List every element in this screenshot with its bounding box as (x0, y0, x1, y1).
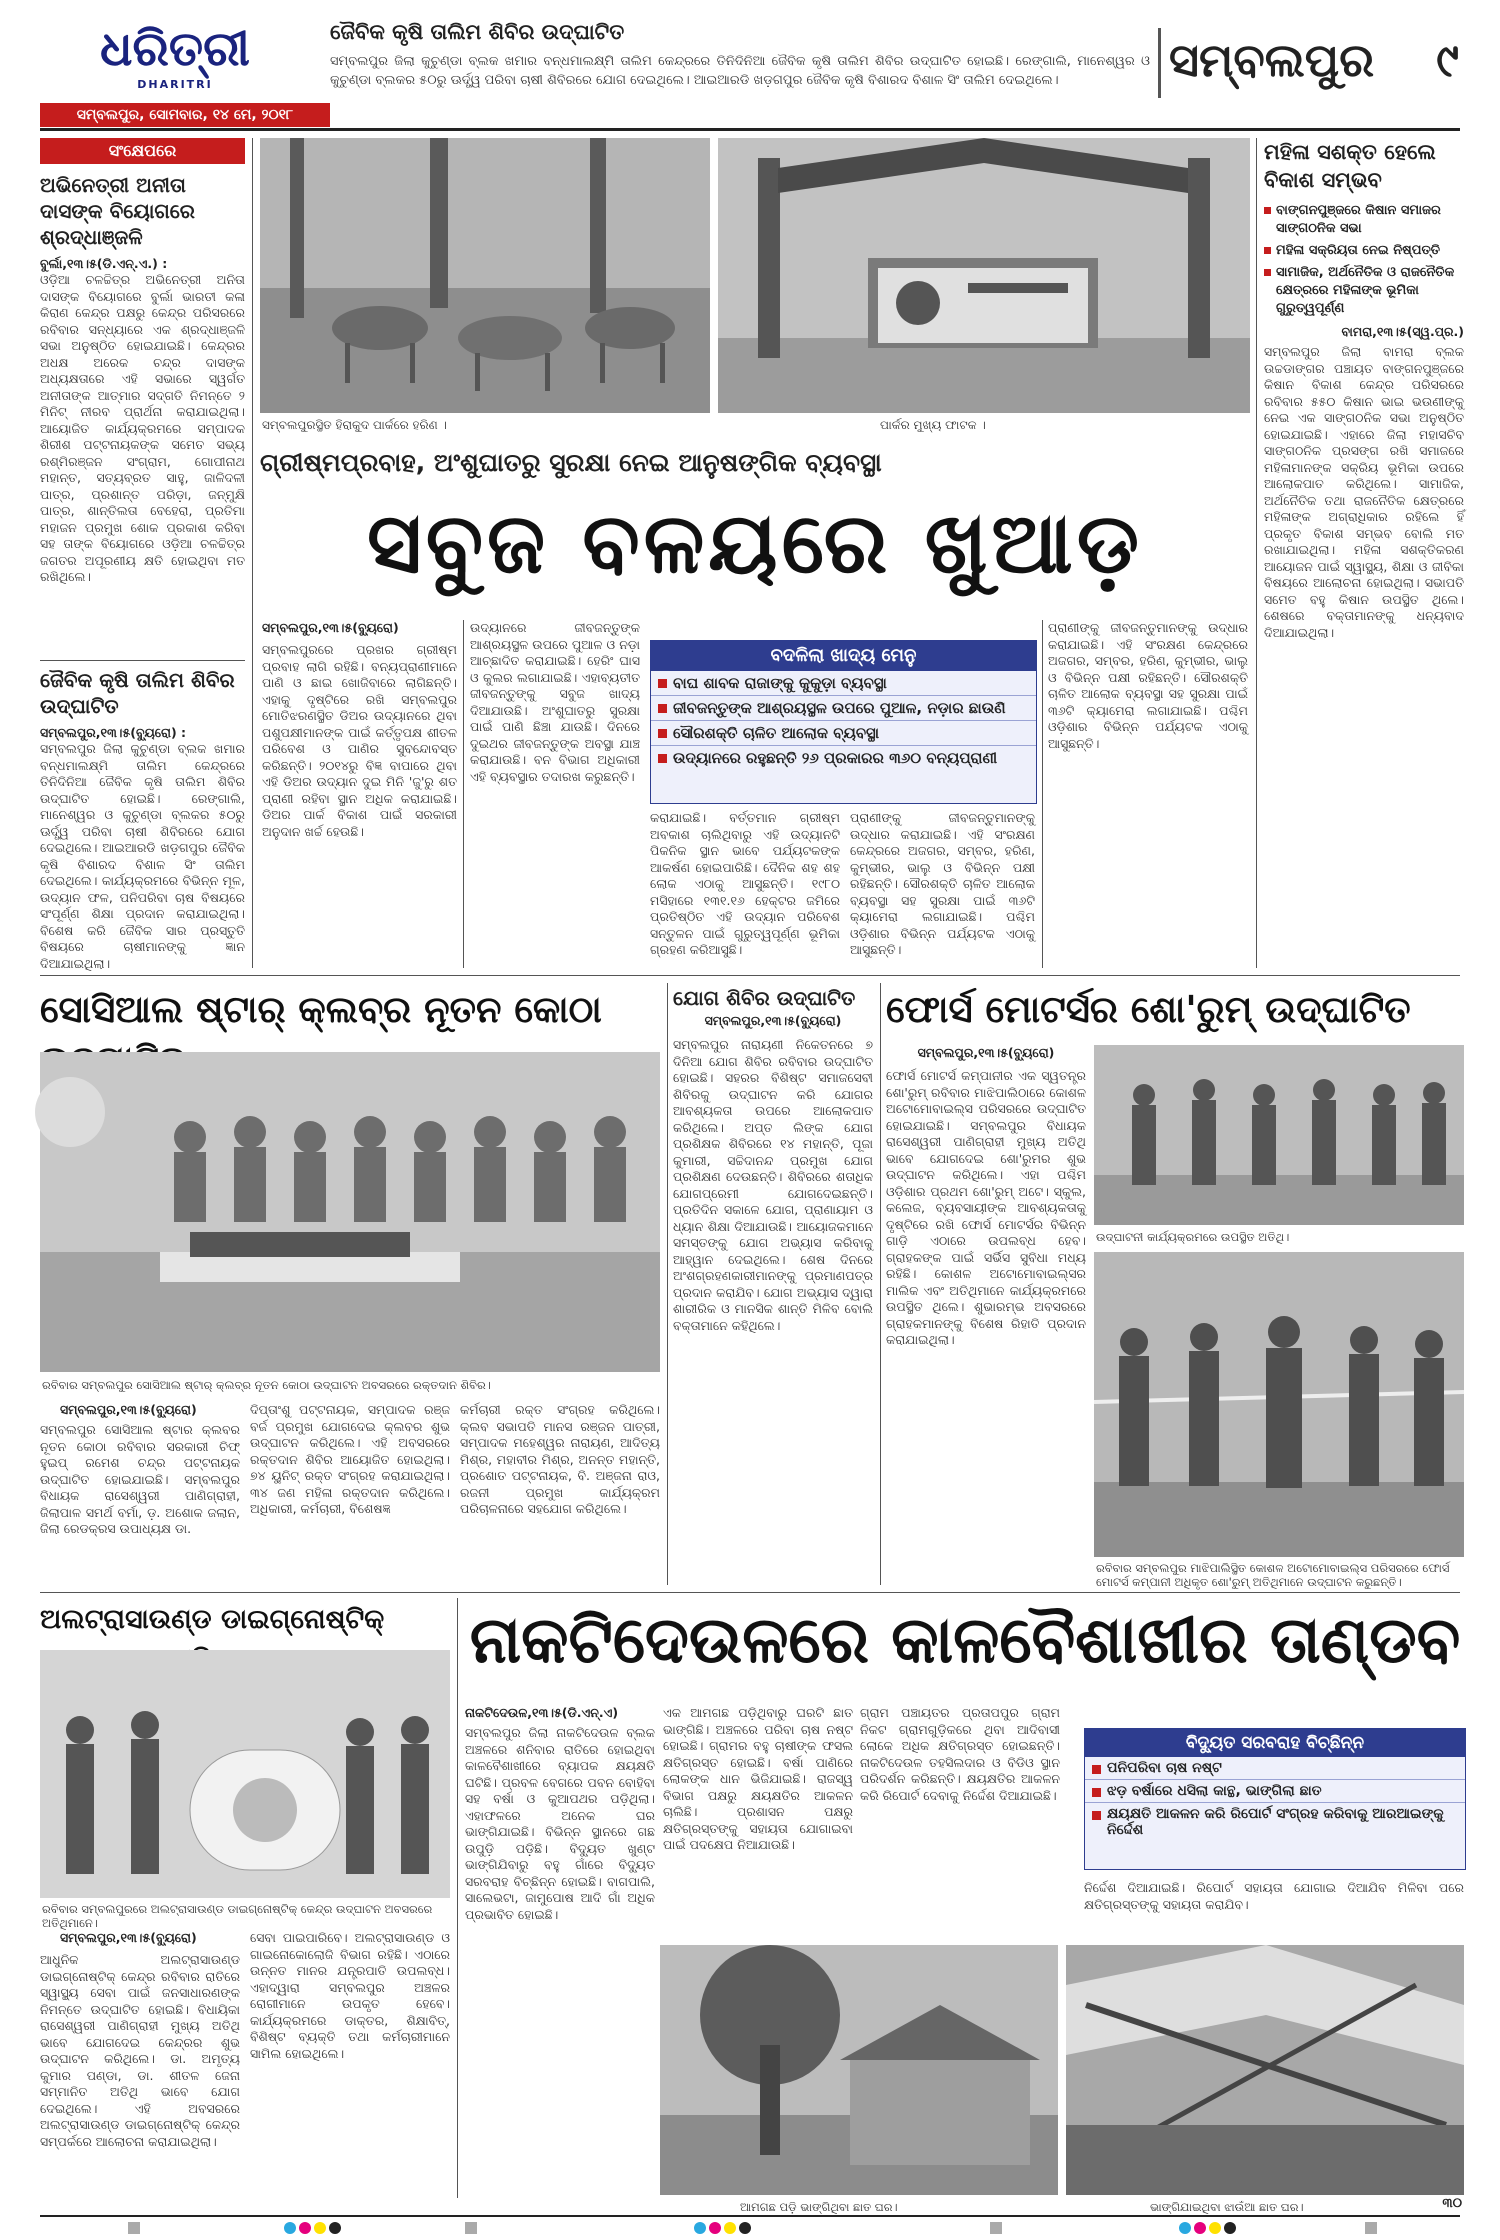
women-dateline: ବାମରା,୧୩।୫(ସ୍ୱ.ପ୍ର.) (1341, 324, 1464, 339)
storm-photo-1 (660, 1945, 1058, 2195)
brief-divider (40, 660, 245, 661)
force-caption-1: ଉଦ୍‌ଘାଟନୀ କାର୍ଯ୍ୟକ୍ରମରେ ଉପସ୍ଥିତ ଅତିଥି। (1096, 1230, 1290, 1244)
page-number: ୯ (1436, 33, 1459, 87)
brief-rule (252, 138, 253, 968)
zoo-headline: ସବୁଜ ବଳୟରେ ଖୁଆଡ଼ (367, 494, 1143, 592)
masthead-dateline (40, 103, 330, 127)
blood-camp-photo (40, 1052, 660, 1372)
storm-dateline: ନାକଟିଦେଉଳ,୧୩।୫(ଡି.ଏନ୍‌.ଏ) (465, 1705, 619, 1720)
top-story-title: ଜୈବିକ କୃଷି ତାଲିମ ଶିବିର ଉଦ୍‌ଘାଟିତ (330, 20, 625, 44)
storm-photo-2 (1066, 1945, 1464, 2195)
brief-column (40, 138, 245, 971)
force-photo-1-art (1094, 1045, 1464, 1225)
women-rule (1256, 138, 1257, 968)
zoo-rule-2 (1042, 620, 1043, 968)
ultrasound-rule (457, 1598, 458, 2198)
ultrasound-headline: ଅଲଟ୍ରାସାଉଣ୍ଡ ଡାଇଗ୍ନୋଷ୍ଟିକ୍ (40, 1604, 385, 1635)
force-caption-2: ରବିବାର ସମ୍ବଲପୁର ମାଝିପାଲିସ୍ଥିତ କୋଶଳ ଅଟୋମୋବାଇଲ୍ସ ପରିସରରେ ଫୋର୍ସ ମୋଟର୍ସ କମ୍ପାନୀ ଅଧିକୃତ ଶୋ'ରୁମ୍ ଅତିଥିମାନେ ଉଦ୍‌ଘାଟନ କରୁଛନ୍ତି। (1096, 1561, 1450, 1589)
gate-caption: ପାର୍କର ମୁଖ୍ୟ ଫାଟକ । (880, 418, 986, 432)
force-text: ଫୋର୍ସ ମୋଟର୍ସ କମ୍ପାନୀର ଏକ ସ୍ୱତନ୍ତ୍ର ଶୋ'ରୁମ୍ ରବିବାର ମାଝିପାଲିଠାରେ କୋଶଳ ଅଟୋମୋବାଇଲ୍ସ ପରିସରରେ ଉଦ୍‌ଘାଟିତ ହୋଇଯାଇଛି। ସମ୍ବଲପୁର ବିଧାୟକ ରାସେଶ୍ୱରୀ ପାଣିଗ୍ରାହୀ ମୁଖ୍ୟ ଅତିଥି ଭାବେ ଯୋଗଦେଇ ଶୋ'ରୁମର ଶୁଭ ଉଦ୍‌ଘାଟନ କରିଥିଲେ। ଏହା ପଶ୍ଚିମ ଓଡ଼ିଶାର ପ୍ରଥମ ଶୋ'ରୁମ୍ ଅଟେ। ସ୍କୁଲ, କଲେଜ, ବ୍ୟବସାୟୀଙ୍କ ଆବଶ୍ୟକତାକୁ ଦୃଷ୍ଟିରେ ରଖି ଫୋର୍ସ ମୋଟର୍ସର ବିଭିନ୍ନ ଗାଡ଼ି ଏଠାରେ ଉପଲବ୍ଧ ହେବ। ଗ୍ରାହକଙ୍କ ପାଇଁ ସର୍ଭିସ ସୁବିଧା ମଧ୍ୟ ରହିଛି। କୋଶଳ ଅଟୋମୋବାଇଲ୍ସର ମାଲିକ ଏବଂ ଅତିଥିମାନେ କାର୍ଯ୍ୟକ୍ରମରେ ଉପସ୍ଥିତ ଥିଲେ। ଶୁଭାରମ୍ଭ ଅବସରରେ ଗ୍ରାହକମାନଙ୍କୁ ବିଶେଷ ରିହାତି ପ୍ରଦାନ କରାଯାଇଥିଲା। (886, 1068, 1086, 1347)
dateline-text: ସମ୍ବଲପୁର, ସୋମବାର, ୧୪ ମେ, ୨୦୧୮ (76, 107, 294, 123)
women-bullet-text: ସାମାଜିକ, ଅର୍ଥନୈତିକ ଓ ରାଜନୈତିକ କ୍ଷେତ୍ରରେ ମହିଳାଙ୍କ ଭୂମିକା ଗୁରୁତ୍ୱପୂର୍ଣ୍ଣ (1276, 265, 1455, 316)
blood-camp-caption: ରବିବାର ସମ୍ବଲପୁର ସୋସିଆଲ ଷ୍ଟାର୍ କ୍ଲବ୍‌ର ନୂତନ କୋଠା ଉଦ୍‌ଘାଟନ ଅବସରରେ ରକ୍ତଦାନ ଶିବିର। (42, 1378, 491, 1392)
deer-caption: ସମ୍ବଲପୁରସ୍ଥିତ ହିରାକୁଦ ପାର୍କରେ ହରିଣ । (262, 418, 447, 432)
food-menu-title: ବଦଳିଲା ଖାଦ୍ୟ ମେନୁ (651, 641, 1036, 671)
storm-col2: ଏକ ଆମଗଛ ପଡ଼ିଥିବାରୁ ଘରଟି ଛାତ ଭାଙ୍ଗିଛି। ଅଞ୍ଚଳରେ ପରିବା ଚାଷ ନଷ୍ଟ ହୋଇଛି। ଗ୍ରାମର ବହୁ ଚାଷୀଙ୍କ ଫସଲ କ୍ଷତିଗ୍ରସ୍ତ ହୋଇଛି। ବର୍ଷା ପାଣିରେ ଲୋକଙ୍କ ଧାନ ଭିଜିଯାଇଛି। ରାଜସ୍ୱ ବିଭାଗ ପକ୍ଷରୁ କ୍ଷୟକ୍ଷତିର ଆକଳନ ଚାଲିଛି। ପ୍ରଶାସନ ପକ୍ଷରୁ କ୍ଷତିଗ୍ରସ୍ତଙ୍କୁ ସହାୟତା ଯୋଗାଇବା ପାଇଁ ପଦକ୍ଷେପ ନିଆଯାଉଛି। (663, 1705, 853, 1852)
women-story (1264, 138, 1464, 968)
masthead (0, 0, 1500, 130)
footer-page-number: ୩୦ (1442, 2196, 1462, 2211)
food-menu-item: ଉଦ୍ୟାନରେ ରହୁଛନ୍ତି ୨୬ ପ୍ରକାରର ୩୬୦ ବନ୍ୟପ୍ରାଣୀ (651, 746, 1036, 770)
force-photo-1 (1094, 1045, 1464, 1225)
women-title: ମହିଳା ସଶକ୍ତ ହେଲେ ବିକାଶ ସମ୍ଭବ (1264, 140, 1436, 192)
power-box (1084, 1728, 1466, 1870)
social-col3: କର୍ମଚାରୀ ରକ୍ତ ସଂଗ୍ରହ କରିଥିଲେ। କ୍ଲବ ସଭାପତି ମାନସ ରଞ୍ଜନ ପାତ୍ରୀ, ସମ୍ପାଦକ ମହେଶ୍ୱର ନାରାୟଣ, ଆଦିତ୍ୟ ମିଶ୍ର, ମହାବୀର ମିଶ୍ର, ଅନନ୍ତ ମହାନ୍ତି, ପ୍ରଶୋତ ପଟ୍ଟନାୟକ, ବି. ଅଞ୍ଜନା ରାଓ, ରଜନୀ ପ୍ରମୁଖ କାର୍ଯ୍ୟକ୍ରମ ପରିଚାଳନାରେ ସହଯୋଗ କରିଥିଲେ। (460, 1402, 660, 1516)
ultrasound-dateline: ସମ୍ବଲପୁର,୧୩।୫(ବ୍ୟୁରୋ) (60, 1930, 197, 1945)
brief-story2-dateline: ସମ୍ବଲପୁର,୧୩।୫(ବ୍ୟୁରୋ) : (40, 725, 187, 740)
footer-rule (40, 2215, 1460, 2217)
section-rule-2 (40, 1592, 1460, 1593)
zoo-rule-1 (463, 620, 464, 968)
deer-photo (260, 138, 710, 413)
storm-photo-2-art (1066, 1945, 1464, 2195)
force-headline: ଫୋର୍ସ ମୋଟର୍ସର ଶୋ'ରୁମ୍ ଉଦ୍‌ଘାଟିତ (886, 988, 1411, 1031)
force-photo-2 (1094, 1252, 1464, 1557)
ultrasound-caption: ରବିବାର ସମ୍ବଲପୁରରେ ଅଲଟ୍ରାସାଉଣ୍ଡ ଡାଇଗ୍ନୋଷ୍ଟିକ୍ କେନ୍ଦ୍ର ଉଦ୍‌ଘାଟନ ଅବସରରେ ଅତିଥିମାନେ। (42, 1902, 433, 1930)
deer-photo-art (260, 138, 710, 413)
social-col1: ସମ୍ବଲପୁର ସୋସିଆଲ ଷ୍ଟାର କ୍ଲବର ନୂତନ କୋଠା ରବିବାର ସରକାରୀ ଚିଫ୍ ହୁଇପ୍ ରମେଶ ଚନ୍ଦ୍ର ପଟ୍ଟନାୟକ ଉଦ୍‌ଘାଟିତ ହୋଇଯାଇଛି। ସମ୍ବଲପୁର ବିଧାୟକ ରାସେଶ୍ୱରୀ ପାଣିଗ୍ରାହୀ, ଜିଲାପାଳ ସମର୍ଥ ବର୍ମା, ଡ଼. ଅଶୋକ ଜଲାନ, ଜିଲା ରେଡକ୍ରସ ଉପାଧ୍ୟକ୍ଷ ଡା. (40, 1422, 240, 1536)
bullet-square-icon (1264, 269, 1271, 276)
yoga-title: ଯୋଗ ଶିବିର ଉଦ୍‌ଘାଟିତ (673, 986, 856, 1010)
registration-marks (0, 2220, 1500, 2236)
bullet-square-icon (1264, 247, 1271, 254)
ultrasound-photo (40, 1650, 450, 1898)
blood-camp-photo-art (40, 1052, 660, 1372)
women-text: ସମ୍ବଲପୁର ଜିଲା ବାମରା ବ୍ଲକ ଉଚ୍ଚଡାଙ୍ଗର ପଞ୍ଚାୟତ ବାଙ୍ଗନପୁଞ୍ଜରେ କିଷାନ ବିକାଶ କେନ୍ଦ୍ର ପରିସରରେ ରବିବାର ୫୫୦ କିଷାନ ଭାଇ ଭଉଣୀଙ୍କୁ ନେଇ ଏକ ସାଙ୍ଗଠନିକ ସଭା ଅନୁଷ୍ଠିତ ହୋଇଯାଇଛି। ଏହାରେ ଜିଲା ମହାସଚିବ ସାଙ୍ଗଠନିକ ପ୍ରସଙ୍ଗ ରଖି ସମାଜରେ ମହିଳାମାନଙ୍କ ସକ୍ରିୟ ଭୂମିକା ଉପରେ ଆଲୋକପାତ କରିଥିଲେ। ସାମାଜିକ, ଅର୍ଥନୈତିକ ତଥା ରାଜନୈତିକ କ୍ଷେତ୍ରରେ ମହିଳାଙ୍କ ଅଗ୍ରାଧିକାର ରହିଲେ ହିଁ ପ୍ରକୃତ ବିକାଶ ସମ୍ଭବ ବୋଲି ମତ ରଖାଯାଇଥିଲା। ମହିଳା ସଶକ୍ତିକରଣ ଆୟୋଜନ ପାଇଁ ସ୍ୱାସ୍ଥ୍ୟ, ଶିକ୍ଷା ଓ ଜୀବିକା ବିଷୟରେ ଆଲୋଚନା ହୋଇଥିଲା। ସଭାପତି ସମେତ ବହୁ କିଷାନ ଉପସ୍ଥିତ ଥିଲେ। ଶେଷରେ ବକ୍ତାମାନଙ୍କୁ ଧନ୍ୟବାଦ ଦିଆଯାଇଥିଲା। (1264, 344, 1464, 640)
food-menu-item: ସୌରଶକ୍ତି ଚାଳିତ ଆଲୋକ ବ୍ୟବସ୍ଥା (651, 721, 1036, 746)
zoo-col1: ସମ୍ବଲପୁରରେ ପ୍ରଖର ଗ୍ରୀଷ୍ମ ପ୍ରବାହ ଲାଗି ରହିଛି। ବନ୍ୟପ୍ରାଣୀମାନେ ପାଣି ଓ ଛାଇ ଖୋଜିବାରେ ଲାଗିଛନ୍ତି। ଏହାକୁ ଦୃଷ୍ଟିରେ ରଖି ସମ୍ବଲପୁର ମୋତିଝରଣସ୍ଥିତ ଡିଅର ଉଦ୍ୟାନରେ ଥିବା ପଶୁପକ୍ଷୀମାନଙ୍କ ପାଇଁ କର୍ତ୍ତୃପକ୍ଷ ଶୀତଳ ପରିବେଶ ଓ ପାଣିର ସୁବନ୍ଦୋବସ୍ତ କରିଛନ୍ତି। ୨୦୧୪ରୁ ବିଜ୍ଞ ବାପାରେ ଥିବା ଏହି ଡିଅର ଉଦ୍ୟାନ ଦୁଇ ମିନି 'ଜୁ'ରୁ ଶତ ପ୍ରାଣୀ ରହିବା ସ୍ଥାନ ଅଧିକ କରାଯାଇଛି। ଡିଅର ପାର୍କ ବିକାଶ ପାଇଁ ସରକାରୀ ଅନୁଦାନ ଖର୍ଚ୍ଚ ହେଉଛି। (262, 642, 457, 839)
masthead-rule (40, 128, 1460, 131)
women-bullets (1264, 202, 1464, 318)
bullet-square-icon (1264, 207, 1271, 214)
yoga-dateline: ସମ୍ବଲପୁର,୧୩।୫(ବ୍ୟୁରୋ) (704, 1013, 842, 1028)
power-box-item: କ୍ଷୟକ୍ଷତି ଆକଳନ କରି ରିପୋର୍ଟ ସଂଗ୍ରହ କରିବାକୁ ଆରଆଇଙ୍କୁ ନିର୍ଦ୍ଦେଶ (1085, 1803, 1465, 1841)
women-bullet-text: ବାଙ୍ଗନପୁଞ୍ଜରେ କିଷାନ ସମାଜର ସାଙ୍ଗଠନିକ ସଭା (1276, 203, 1441, 236)
section-header (1158, 28, 1469, 98)
brief-story1-dateline: ବୁର୍ଲା,୧୩।୫(ଡି.ଏନ୍‌.ଏ.) : (40, 256, 168, 271)
zoo-dateline: ସମ୍ବଲପୁର,୧୩।୫(ବ୍ୟୁରୋ) (262, 620, 399, 635)
storm-col3: ଗ୍ରାମ ପଞ୍ଚାୟତର ପ୍ରତାପପୁର ଗ୍ରାମ ନିକଟ ଗ୍ରାମଗୁଡ଼ିକରେ ଥିବା ଆଦିବାସୀ ଲୋକେ ଅଧିକ କ୍ଷତିଗ୍ରସ୍ତ ହୋଇଛନ୍ତି। ନାକଟିଦେଉଳ ତହସିଲଦାର ଓ ବିଡିଓ ସ୍ଥାନ ପରିଦର୍ଶନ କରିଛନ୍ତି। କ୍ଷୟକ୍ଷତିର ଆକଳନ କରି ରିପୋର୍ଟ ଦେବାକୁ ନିର୍ଦ୍ଦେଶ ଦିଆଯାଇଛି। (860, 1705, 1060, 1803)
section-rule-1 (40, 975, 1460, 976)
storm-col1: ସମ୍ବଲପୁର ଜିଲା ନାକଟିଦେଉଳ ବ୍ଲକ ଅଞ୍ଚଳରେ ଶନିବାର ରାତିରେ ହୋଇଥିବା କାଳବୈଶାଖୀରେ ବ୍ୟାପକ କ୍ଷୟକ୍ଷତି ଘଟିଛି। ପ୍ରବଳ ବେଗରେ ପବନ ବୋହିବା ସହ ବର୍ଷା ଓ କୁଆପଥର ପଡ଼ିଥିଲା। ଏହାଫଳରେ ଅନେକ ଘର ଭାଙ୍ଗିଯାଇଛି। ବିଭିନ୍ନ ସ୍ଥାନରେ ଗଛ ଉପୁଡ଼ି ପଡ଼ିଛି। ବିଦ୍ୟୁତ ଖୁଣ୍ଟ ଭାଙ୍ଗିଯିବାରୁ ବହୁ ଗାଁରେ ବିଦ୍ୟୁତ ସରବରାହ ବିଚ୍ଛିନ୍ନ ହୋଇଛି। ବାଗପାଲି, ସାଲେଭଟା, ଜାମୁପୋଷ ଆଦି ଗାଁ ଅଧିକ ପ୍ରଭାବିତ ହୋଇଛି। (465, 1725, 655, 1922)
women-bullet-text: ମହିଳା ସକ୍ରିୟତା ନେଇ ନିଷ୍ପତ୍ତି (1276, 243, 1441, 258)
logo (40, 20, 310, 100)
social-headline: ସୋସିଆଲ ଷ୍ଟାର୍ କ୍ଲବ୍‌ର ନୂତନ କୋଠା (40, 988, 602, 1031)
yoga-text: ସମ୍ବଲପୁର ନାରାୟଣୀ ନିକେତନରେ ୭ ଦିନିଆ ଯୋଗ ଶିବିର ରବିବାର ଉଦ୍‌ଘାଟିତ ହୋଇଛି। ସହରର ବିଶିଷ୍ଟ ସମାଜସେବୀ ଶିବିରକୁ ଉଦ୍‌ଘାଟନ କରି ଯୋଗର ଆବଶ୍ୟକତା ଉପରେ ଆଲୋକପାତ କରିଥିଲେ। ଅପ୍ତ ଲିଙ୍କ ଯୋଗ ପ୍ରଶିକ୍ଷକ ଶିବିରରେ ୧୪ ମହାନ୍ତି, ପୂଜା କୁମାରୀ, ସଚ୍ଚିଦାନନ୍ଦ ପ୍ରମୁଖ ଯୋଗ ପ୍ରଶିକ୍ଷଣ ଦେଉଛନ୍ତି। ଶିବିରରେ ଶତାଧିକ ଯୋଗପ୍ରେମୀ ଯୋଗଦେଇଛନ୍ତି। ପ୍ରତିଦିନ ସକାଳେ ଯୋଗ, ପ୍ରାଣାୟାମ ଓ ଧ୍ୟାନ ଶିକ୍ଷା ଦିଆଯାଉଛି। ଆୟୋଜକମାନେ ସମସ୍ତଙ୍କୁ ଯୋଗ ଅଭ୍ୟାସ କରିବାକୁ ଆହ୍ୱାନ ଦେଇଥିଲେ। ଶେଷ ଦିନରେ ଅଂଶଗ୍ରହଣକାରୀମାନଙ୍କୁ ପ୍ରମାଣପତ୍ର ପ୍ରଦାନ କରାଯିବ। ଯୋଗ ଅଭ୍ୟାସ ଦ୍ୱାରା ଶାରୀରିକ ଓ ମାନସିକ ଶାନ୍ତି ମିଳିବ ବୋଲି ବକ୍ତାମାନେ କହିଥିଲେ। (673, 1037, 873, 1333)
zoo-col3: କରାଯାଇଛି। ବର୍ତ୍ତମାନ ଗ୍ରୀଷ୍ମ ଅବକାଶ ଚାଲିଥିବାରୁ ଏହି ଉଦ୍ୟାନଟି ପିକନିକ ସ୍ଥାନ ଭାବେ ପର୍ଯ୍ୟଟକଙ୍କ ଆକର୍ଷଣ ହୋଇପାରିଛି। ଦୈନିକ ଶହ ଶହ ଲୋକ ଏଠାକୁ ଆସୁଛନ୍ତି। ୧୯୮୦ ମସିହାରେ ୧୩୧.୧୬ ହେକ୍ଟର ଜମିରେ ପ୍ରତିଷ୍ଠିତ ଏହି ଉଦ୍ୟାନ ପରିବେଶ ସନ୍ତୁଳନ ପାଇଁ ଗୁରୁତ୍ୱପୂର୍ଣ୍ଣ ଭୂମିକା ଗ୍ରହଣ କରିଆସୁଛି। (650, 810, 840, 957)
women-bullet (1264, 202, 1464, 238)
storm-caption-2: ଭାଙ୍ଗିଯାଇଥିବା ଝାଉଁଆ ଛାତ ଘର। (1150, 2200, 1304, 2214)
social-dateline: ସମ୍ବଲପୁର,୧୩।୫(ବ୍ୟୁରୋ) (60, 1402, 197, 1417)
zoo-col3b: ପ୍ରାଣୀଙ୍କୁ ଜୀବଜନ୍ତୁମାନଙ୍କୁ ଉଦ୍ଧାର କରାଯାଇଛି। ଏହି ସଂରକ୍ଷଣ କେନ୍ଦ୍ରରେ ଅଜଗର, ସମ୍ବର, ହରିଣ, କୁମ୍ଭୀର, ଭାଲୁ ଓ ବିଭିନ୍ନ ପକ୍ଷୀ ରହିଛନ୍ତି। ସୌରଶକ୍ତି ଚାଳିତ ଆଲୋକ ବ୍ୟବସ୍ଥା ସହ ସୁରକ୍ଷା ପାଇଁ ୩୬ଟି କ୍ୟାମେରା ଲଗାଯାଇଛି। ପଶ୍ଚିମ ଓଡ଼ିଶାର ବିଭିନ୍ନ ପର୍ଯ୍ୟଟକ ଏଠାକୁ ଆସୁଛନ୍ତି। (850, 810, 1035, 957)
brief-story1-title: ଅଭିନେତ୍ରୀ ଅନୀତା ଦାସଙ୍କ ବିୟୋଗରେ ଶ୍ରଦ୍ଧାଞ୍ଜଳି (40, 173, 195, 249)
force-dateline: ସମ୍ବଲପୁର,୧୩।୫(ବ୍ୟୁରୋ) (917, 1045, 1055, 1060)
power-box-item: ଝଡ଼ ବର୍ଷାରେ ଧସିଲା କାନ୍ଥ, ଭାଙ୍ଗିଲା ଛାତ (1085, 1780, 1465, 1803)
logo-sub: DHARITRI (137, 78, 213, 91)
ultrasound-photo-art (40, 1650, 450, 1898)
women-bullet (1264, 242, 1464, 260)
storm-photo-1-art (660, 1945, 1058, 2195)
storm-caption-1: ଆମଗଛ ପଡ଼ି ଭାଙ୍ଗିଥିବା ଛାତ ଘର। (740, 2200, 898, 2214)
storm-headline: ନାକଟିଦେଉଳରେ କାଳବୈଶାଖୀର ତାଣ୍ଡବ (469, 1604, 1461, 1678)
storm-col4: ନିର୍ଦ୍ଦେଶ ଦିଆଯାଇଛି। ରିପୋର୍ଟ ସହାୟତା ଯୋଗାଇ ଦିଆଯିବ ମିଳିବା ପରେ କ୍ଷତିଗ୍ରସ୍ତଙ୍କୁ ସହାୟତା କରାଯିବ। (1084, 1880, 1464, 1912)
logo-wordmark: ଧରିତ୍ରୀ (100, 21, 250, 77)
women-bullet (1264, 264, 1464, 318)
social-col2: ଦିପ୍ତାଂଶୁ ପଟ୍ଟନାୟକ, ସମ୍ପାଦକ ରଞ୍ଜ ବର୍ଜ ପ୍ରମୁଖ ଯୋଗଦେଇ କ୍ଲବର ଶୁଭ ଉଦ୍‌ଘାଟନ କରିଥିଲେ। ଏହି ଅବସରରେ ରକ୍ତଦାନ ଶିବିର ଆୟୋଜିତ ହୋଇଥିଲା। ୭୪ ୟୁନିଟ୍ ରକ୍ତ ସଂଗ୍ରହ କରାଯାଇଥିଲା। ୩୪ ଜଣ ମହିଳା ରକ୍ତଦାନ କରିଥିଲେ। ଅଧିକାରୀ, କର୍ମଚାରୀ, ବିଶେଷଜ୍ଞ (250, 1402, 450, 1516)
brief-label (40, 138, 245, 164)
gate-photo (718, 138, 1250, 413)
gate-photo-art (718, 138, 1250, 413)
social-rule (667, 983, 668, 1585)
force-photo-2-art (1094, 1252, 1464, 1557)
power-box-item: ପନିପରିବା ଚାଷ ନଷ୍ଟ (1085, 1757, 1465, 1780)
food-menu-item: ବାଘ ଶାବକ ରାଜାଙ୍କୁ କୁକୁଡ଼ା ବ୍ୟବସ୍ଥା (651, 671, 1036, 696)
zoo-col4: ପ୍ରାଣୀଙ୍କୁ ଜୀବଜନ୍ତୁମାନଙ୍କୁ ଉଦ୍ଧାର କରାଯାଇଛି। ଏହି ସଂରକ୍ଷଣ କେନ୍ଦ୍ରରେ ଅଜଗର, ସମ୍ବର, ହରିଣ, କୁମ୍ଭୀର, ଭାଲୁ ଓ ବିଭିନ୍ନ ପକ୍ଷୀ ରହିଛନ୍ତି। ସୌରଶକ୍ତି ଚାଳିତ ଆଲୋକ ବ୍ୟବସ୍ଥା ସହ ସୁରକ୍ଷା ପାଇଁ ୩୬ଟି କ୍ୟାମେରା ଲଗାଯାଇଛି। ପଶ୍ଚିମ ଓଡ଼ିଶାର ବିଭିନ୍ନ ପର୍ଯ୍ୟଟକ ଏଠାକୁ ଆସୁଛନ୍ତି। (1048, 620, 1248, 751)
yoga-rule (880, 983, 881, 1585)
yoga-story (673, 985, 873, 1585)
ultrasound-col1: ଆଧୁନିକ ଅଲଟ୍ରାସାଉଣ୍ଡ ଡାଇଗ୍ନୋଷ୍ଟିକ୍ କେନ୍ଦ୍ର ରବିବାର ରାତିରେ ସ୍ୱାସ୍ଥ୍ୟ ସେବା ପାଇଁ ଜନସାଧାରଣଙ୍କ ନିମନ୍ତେ ଉଦ୍‌ଘାଟିତ ହୋଇଛି। ବିଧାୟିକା ରାସେଶ୍ୱରୀ ପାଣିଗ୍ରାହୀ ମୁଖ୍ୟ ଅତିଥି ଭାବେ ଯୋଗଦେଇ କେନ୍ଦ୍ରର ଶୁଭ ଉଦ୍‌ଘାଟନ କରିଥିଲେ। ଡା. ଅମୃତ୍ୟ କୁମାର ପଣ୍ଡା, ଡା. ଶୀତଳ ଜେନା ସମ୍ମାନିତ ଅତିଥି ଭାବେ ଯୋଗ ଦେଇଥିଲେ। ଏହି ଅବସରରେ ଅଲଟ୍ରାସାଉଣ୍ଡ ଡାଇଗ୍ନୋଷ୍ଟିକ୍ କେନ୍ଦ୍ର ସମ୍ପର୍କରେ ଆଲୋଚନା କରାଯାଇଥିଲା। (40, 1952, 240, 2149)
section-name: ସମ୍ବଲପୁର (1169, 33, 1375, 87)
zoo-col2: ଉଦ୍ୟାନରେ ଜୀବଜନ୍ତୁଙ୍କ ଆଶ୍ରୟସ୍ଥଳ ଉପରେ ପୁଆଳ ଓ ନଡ଼ା ଆଚ୍ଛାଦିତ କରାଯାଇଛି। ହେରିଂ ଘାସ ଓ କୁଲର ଲଗାଯାଇଛି। ଏହାବ୍ୟତୀତ ଜୀବଜନ୍ତୁଙ୍କୁ ସବୁଜ ଖାଦ୍ୟ ଦିଆଯାଉଛି। ଅଂଶୁଘାତରୁ ସୁରକ୍ଷା ପାଇଁ ପାଣି ଛିଞ୍ଚା ଯାଉଛି। ଦିନରେ ଦୁଇଥର ଜୀବଜନ୍ତୁଙ୍କ ଅବସ୍ଥା ଯାଞ୍ଚ କରାଯାଉଛି। ବନ ବିଭାଗ ଅଧିକାରୀ ଏହି ବ୍ୟବସ୍ଥାର ତଦାରଖ କରୁଛନ୍ତି। (470, 620, 640, 784)
food-menu-box (650, 640, 1037, 804)
top-story (330, 18, 1150, 118)
ultrasound-col2: ସେବା ପାଇପାରିବେ। ଅଲଟ୍ରାସାଉଣ୍ଡ ଓ ଗାଇନୋକୋଲୋଜି ବିଭାଗ ରହିଛି। ଏଠାରେ ଉନ୍ନତ ମାନର ଯନ୍ତ୍ରପାତି ଉପଲବ୍ଧ। ଏହାଦ୍ୱାରା ସମ୍ବଲପୁର ଅଞ୍ଚଳର ରୋଗୀମାନେ ଉପକୃତ ହେବେ। କାର୍ଯ୍ୟକ୍ରମରେ ଡାକ୍ତର, ଶିକ୍ଷାବିତ୍, ବିଶିଷ୍ଟ ବ୍ୟକ୍ତି ତଥା କର୍ମଚାରୀମାନେ ସାମିଲ ହୋଇଥିଲେ। (250, 1930, 450, 2061)
power-box-title: ବିଦ୍ୟୁତ ସରବରାହ ବିଚ୍ଛିନ୍ନ (1085, 1729, 1465, 1757)
brief-story2-title: ଜୈବିକ କୃଷି ତାଲିମ ଶିବିର ଉଦ୍‌ଘାଟିତ (40, 668, 235, 718)
brief-story1-text: ଓଡ଼ିଆ ଚଳଚ୍ଚିତ୍ର ଅଭିନେତ୍ରୀ ଅନିତା ଦାସଙ୍କ ବିୟୋଗରେ ବୁର୍ଲା ଭାରତୀ କଳା କିରାଣ କେନ୍ଦ୍ର ପକ୍ଷରୁ କେନ୍ଦ୍ର ପରିସରରେ ରବିବାର ସନ୍ଧ୍ୟାରେ ଏକ ଶ୍ରଦ୍ଧାଞ୍ଜଳି ସଭା ଅନୁଷ୍ଠିତ ହୋଇଯାଇଛି। କେନ୍ଦ୍ରର ଅଧକ୍ଷ ଅରେକ ଚନ୍ଦ୍ର ଦାସଙ୍କ ଅଧ୍ୟକ୍ଷତାରେ ଏହି ସଭାରେ ସ୍ୱର୍ଗତ ଅନୀତାଙ୍କ ଆତ୍ମାର ସଦ୍‌ଗତି ନିମନ୍ତେ ୨ ମିନିଟ୍ ନୀରବ ପ୍ରାର୍ଥନା କରାଯାଇଥିଲା। ଆୟୋଜିତ କାର୍ଯ୍ୟକ୍ରମରେ ସମ୍ପାଦକ ଶିରୀଶ ପଟ୍ଟନାୟକଙ୍କ ସମେତ ସଭ୍ୟ ରଶ୍ମିରଞ୍ଜନ ସଂଗ୍ରାମ, ଗୋପୀନାଥ ମହାନ୍ତ, ସତ୍ୟବ୍ରତ ସାହୁ, ଜାଳିଦଳୀ ପାତ୍ର, ପ୍ରଶାନ୍ତ ପରିଡ଼ା, ଜନ୍ମୁକ୍ଷି ପାତ୍ର, ଶାନ୍ତିଲତା ବେହେରା, ପ୍ରତିମା ମହାଜନ ପ୍ରମୁଖ ଶୋକ ପ୍ରକାଶ କରିବା ସହ ତାଙ୍କ ବିୟୋଗରେ ଓଡ଼ିଆ ଚଳଚ୍ଚିତ୍ର ଜଗତର ଅପୂରଣୀୟ କ୍ଷତି ହୋଇଥିବା ମତ ରଖିଥିଲେ। (40, 272, 245, 584)
brief-story2-text: ସମ୍ବଲପୁର ଜିଲା କୁଚୁଣ୍ଡା ବ୍ଲକ ଖମାର ବନ୍ଧମାଲକ୍ଷ୍ମି ତାଲିମ କେନ୍ଦ୍ରରେ ତିନିଦିନିଆ ଜୈବିକ କୃଷି ତାଲିମ ଶିବିର ଉଦ୍‌ଘାଟିତ ହୋଇଛି। ରେଙ୍ଗାଲି, ମାନେଶ୍ୱର ଓ କୁଚୁଣ୍ଡା ବ୍ଲକର ୫୦ରୁ ଊର୍ଦ୍ଧ୍ୱ ପରିବା ଚାଷୀ ଶିବିରରେ ଯୋଗ ଦେଇଥିଲେ। ଆଇଆରଡି ଖଡ଼ଗପୁର ଜୈବିକ କୃଷି ବିଶାରଦ ବିଶାଳ ସିଂ ତାଲିମ ଦେଇଥିଲେ। କାର୍ଯ୍ୟକ୍ରମରେ ବିଭିନ୍ନ ମୂଳ, ଉଦ୍ୟାନ ଫଳ, ପନିପରିବା ଚାଷ ବିଷୟରେ ସଂପୂର୍ଣ୍ଣ ଶିକ୍ଷା ପ୍ରଦାନ କରାଯାଇଥିଲା। ବିଶେଷ କରି ଜୈବିକ ସାର ପ୍ରସ୍ତୁତି ବିଷୟରେ ଚାଷୀମାନଙ୍କୁ ଜ୍ଞାନ ଦିଆଯାଇଥିଲା। (40, 741, 245, 971)
zoo-kicker: ଗ୍ରୀଷ୍ମପ୍ରବାହ, ଅଂଶୁଘାତରୁ ସୁରକ୍ଷା ନେଇ ଆନୁଷଙ୍ଗିକ ବ୍ୟବସ୍ଥା (260, 448, 882, 477)
food-menu-item: ଜୀବଜନ୍ତୁଙ୍କ ଆଶ୍ରୟସ୍ଥଳ ଉପରେ ପୁଆଳ, ନଡ଼ାର ଛାଉଣି (651, 696, 1036, 721)
brief-label-text: ସଂକ୍ଷେପରେ (108, 141, 177, 160)
registration-marks-art (0, 2220, 1500, 2236)
top-story-text: ସମ୍ବଲପୁର ଜିଲା କୁଚୁଣ୍ଡା ବ୍ଲକ ଖମାର ବନ୍ଧମାଲକ୍ଷ୍ମି ତାଲିମ କେନ୍ଦ୍ରରେ ତିନିଦିନିଆ ଜୈବିକ କୃଷି ତାଲିମ ଶିବିର ଉଦ୍‌ଘାଟିତ ହୋଇଛି। ରେଙ୍ଗାଲି, ମାନେଶ୍ୱର ଓ କୁଚୁଣ୍ଡା ବ୍ଲକର ୫୦ରୁ ଊର୍ଦ୍ଧ୍ୱ ପରିବା ଚାଷୀ ଶିବିରରେ ଯୋଗ ଦେଇଥିଲେ। ଆଇଆରଡି ଖଡ଼ଗପୁର ଜୈବିକ କୃଷି ବିଶାରଦ ବିଶାଳ ସିଂ ତାଲିମ ଦେଇଥିଲେ। (330, 54, 1150, 88)
